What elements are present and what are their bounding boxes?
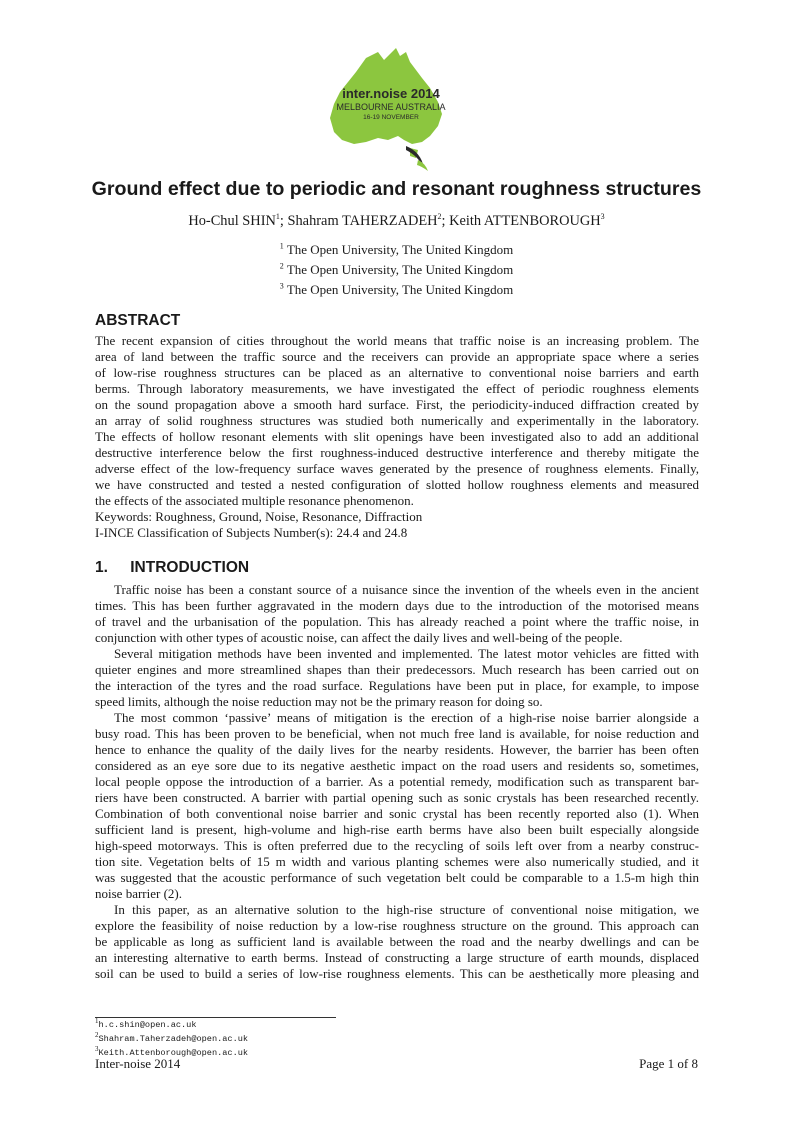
abstract-line: area of land between the traffic source and the receivers can provide an appropriate space where a series bbox=[95, 349, 699, 364]
footnote-sup: 2 bbox=[95, 1031, 99, 1040]
abstract-line: The effects of hollow resonant elements with slit openings have been investigated also to add an additional bbox=[95, 429, 699, 444]
abstract-body bbox=[95, 333, 699, 541]
affiliation-text: The Open University, The United Kingdom bbox=[286, 282, 514, 297]
introduction-line: high-speed motorways. This is often preferred due to the recycling of soils left over from a nearby construc- bbox=[95, 838, 699, 853]
footer-conference: Inter-noise 2014 bbox=[95, 1056, 181, 1071]
introduction-line: In this paper, as an alternative solution to the high-rise structure of conventional noise mitigation, we bbox=[114, 902, 699, 917]
introduction-line: of travel and the urbanisation of the population. This has already reached a point where the traffic noise, in bbox=[95, 614, 699, 629]
author-sup: 1 bbox=[275, 212, 280, 222]
introduction-line: riers have been constructed. A barrier with partial opening such as sonic crystals has been researched recently. bbox=[95, 790, 699, 805]
introduction-line: conjunction with other types of acoustic noise, can affect the daily lives and well-being of the people. bbox=[95, 630, 623, 645]
footnote-email: h.c.shin@open.ac.uk bbox=[98, 1020, 197, 1030]
introduction-line: an interesting alternative to earth berms. Instead of constructing a large structure of earth mounds, displaced bbox=[95, 950, 699, 965]
logo-title: inter.noise 2014 bbox=[342, 86, 440, 101]
introduction-line: quieter engines and more streamlined shapes than their predecessors. Much research has been carried out on bbox=[95, 662, 699, 677]
introduction-line: hence to enhance the quality of the daily lives for the nearby residents. However, the barrier has been often bbox=[95, 742, 699, 757]
introduction-line: times. This has been further aggravated in the modern days due to the introduction of the motorised means bbox=[95, 598, 699, 613]
introduction-line: busy road. This has been proven to be beneficial, when not much free land is available, for noise reduction and bbox=[95, 726, 699, 741]
author-sup: 3 bbox=[600, 212, 605, 222]
author-list bbox=[0, 213, 793, 230]
abstract-heading: ABSTRACT bbox=[95, 312, 181, 329]
author-separator: ; bbox=[279, 213, 288, 229]
introduction-body bbox=[95, 582, 699, 982]
author-name: Ho-Chul SHIN bbox=[188, 213, 276, 229]
abstract-line: destructive interference below the first roughness-induced destructive interference and thereby mitigate the bbox=[95, 445, 699, 460]
abstract-line: berms. Through laboratory measurements, we have investigated the effect of periodic roughness elements bbox=[95, 381, 699, 396]
introduction-line: explore the feasibility of noise reduction by a low-rise roughness structure on the ground. This approach can bbox=[95, 918, 699, 933]
introduction-line: local people oppose the introduction of a barrier. As a potential remedy, modification such as transparent bar- bbox=[95, 774, 699, 789]
introduction-line: was suggested that the acoustic performance of such vegetation belt could be comparable to a 1.5-m high thin bbox=[95, 870, 699, 885]
abstract-line: adverse effect of the low-frequency surface waves generated by the presence of roughness elements. Finally, bbox=[95, 461, 699, 476]
abstract-line: of low-rise roughness structures can be placed as an alternative to conventional noise barriers and earth bbox=[95, 365, 699, 380]
introduction-line: Traffic noise has been a constant source of a nuisance since the invention of the wheels even in the ancient bbox=[114, 582, 699, 597]
footnote-email: Keith.Attenborough@open.ac.uk bbox=[98, 1048, 249, 1058]
abstract-line: the effects of the associated multiple resonance phenomenon. bbox=[95, 493, 414, 508]
abstract-line: on the sound propagation above a smooth hard surface. First, the periodicity-induced diffraction created by bbox=[95, 397, 699, 412]
section-number: 1. bbox=[95, 559, 108, 576]
introduction-heading bbox=[95, 559, 249, 577]
conference-logo bbox=[326, 44, 456, 172]
abstract-line: The recent expansion of cities throughout the world means that traffic noise is an increasing problem. The bbox=[95, 333, 699, 348]
introduction-line: speed limits, although the noise reduction may not be the primary reason for doing so. bbox=[95, 694, 543, 709]
introduction-line: be applicable as long as sufficient land is available between the road and the nearby dwellings and can be bbox=[95, 934, 699, 949]
section-title: INTRODUCTION bbox=[130, 559, 250, 576]
introduction-line: tion site. Vegetation belts of 15 m width and various planting schemes were also numerically studied, and it bbox=[95, 854, 699, 869]
introduction-line: Several mitigation methods have been invented and implemented. The latest motor vehicles are fitted with bbox=[114, 646, 699, 661]
footer-page-number: Page 1 of 8 bbox=[639, 1056, 698, 1071]
abstract-line: we have constructed and tested a nested configuration of slotted hollow roughness elements and measured bbox=[95, 477, 699, 492]
footnote-sup: 3 bbox=[95, 1045, 99, 1054]
introduction-line: The most common ‘passive’ means of mitigation is the erection of a high-rise noise barrier alongside a bbox=[114, 710, 699, 725]
affiliation bbox=[0, 262, 793, 278]
affiliation-sup: 1 bbox=[279, 241, 284, 251]
abstract-line: an array of solid roughness structures was studied both numerically and experimentally in the laboratory. bbox=[95, 413, 699, 428]
author-name: Keith ATTENBOROUGH bbox=[449, 213, 601, 229]
footnote-rule bbox=[95, 1017, 336, 1018]
introduction-line: noise barrier (2). bbox=[95, 886, 182, 901]
footnote-sup: 1 bbox=[95, 1017, 99, 1026]
logo-location: MELBOURNE AUSTRALIA bbox=[336, 102, 446, 112]
logo-dates: 16-19 NOVEMBER bbox=[363, 114, 419, 121]
paper-title: Ground effect due to periodic and resonant roughness structures bbox=[91, 178, 702, 200]
author-separator: ; bbox=[441, 213, 450, 229]
keywords: Keywords: Roughness, Ground, Noise, Resonance, Diffraction bbox=[95, 509, 423, 524]
footnote bbox=[95, 1017, 197, 1030]
affiliation-text: The Open University, The United Kingdom bbox=[286, 242, 514, 257]
author-name: Shahram TAHERZADEH bbox=[287, 213, 438, 229]
affiliation-sup: 2 bbox=[279, 261, 284, 271]
introduction-line: Combination of both conventional noise barrier and sonic crystal has been recently reported also (1). When bbox=[95, 806, 699, 821]
introduction-line: soil can be used to build a series of low-rise roughness elements. This can be aesthetically more pleasing and bbox=[95, 966, 699, 981]
introduction-line: sufficient land is present, high-volume and high-rise earth berms have also been built especially alongside bbox=[95, 822, 699, 837]
affiliation bbox=[0, 242, 793, 258]
classification: I-INCE Classification of Subjects Number(s): 24.4 and 24.8 bbox=[95, 525, 408, 540]
affiliation-sup: 3 bbox=[279, 281, 284, 291]
footnote-email: Shahram.Taherzadeh@open.ac.uk bbox=[98, 1034, 249, 1044]
introduction-line: considered as an eye sore due to its negative aesthetic impact on the road users and residents so, sometimes, bbox=[95, 758, 699, 773]
author-sup: 2 bbox=[437, 212, 442, 222]
affiliation-text: The Open University, The United Kingdom bbox=[286, 262, 514, 277]
introduction-line: the interaction of the tyres and the road surface. Regulations have been put in place, for example, to impose bbox=[95, 678, 699, 693]
affiliation bbox=[0, 282, 793, 298]
footnote bbox=[95, 1031, 249, 1044]
